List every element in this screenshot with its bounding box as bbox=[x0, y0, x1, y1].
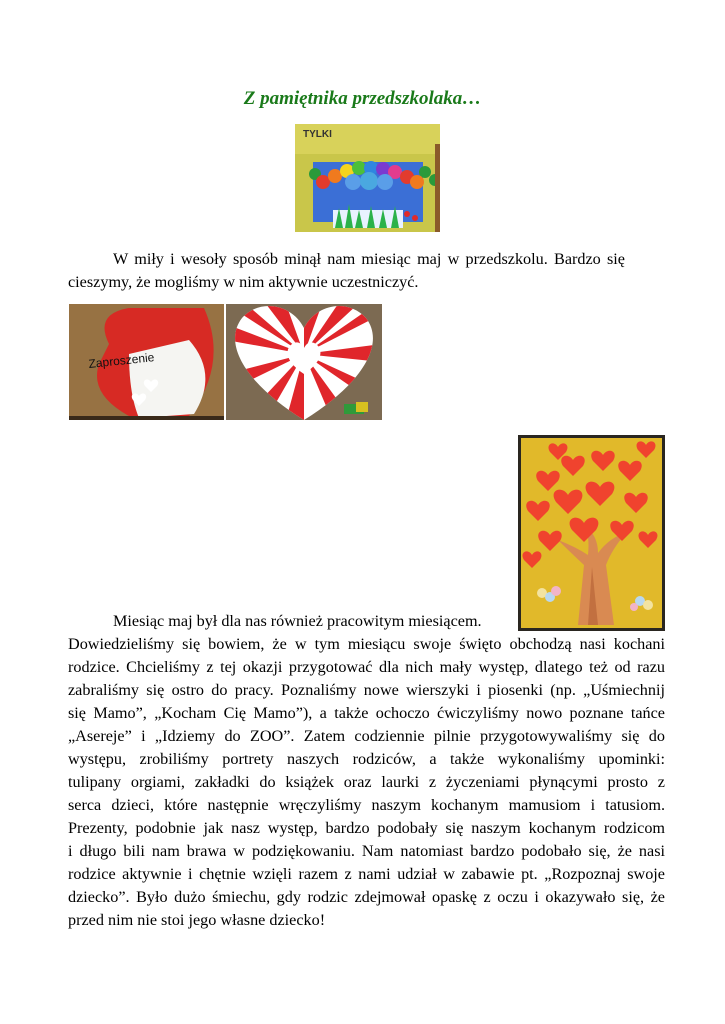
paragraph-2-line-12: rodzice aktywnie i chętnie wzięli razem z nami udział w zabawie pt. „Rozpoznaj swoje bbox=[68, 865, 665, 883]
photo-striped-heart bbox=[226, 304, 382, 420]
paragraph-2-line-3: rodzice. Chcieliśmy z tej okazji przygotować dla nich mały występ, dlatego też od razu bbox=[68, 658, 665, 676]
paragraph-2-line-5: się Mamo”, „Kocham Cię Mamo”), a także ochoczo ćwiczyliśmy nowo poznane tańce bbox=[68, 704, 665, 722]
paragraph-2-line-6: „Asereje” i „Idziemy do ZOO”. Zatem codziennie pilnie przygotowywaliśmy się do bbox=[68, 727, 665, 745]
paragraph-2-line-11: i długo bili nam brawa w podziękowaniu. Nam natomiast bardzo podobało się, że nasi bbox=[68, 842, 665, 860]
paragraph-1-line-2: cieszymy, że mogliśmy w nim aktywnie uczestniczyć. bbox=[68, 273, 419, 291]
paragraph-2-line-9: serca dzieci, które następnie wręczyliśmy naszym kochanym mamusiom i tatusiom. bbox=[68, 796, 665, 814]
paragraph-2-line-4: zabraliśmy się ostro do pracy. Poznaliśmy nowe wierszyki i piosenki (np. „Uśmiechnij bbox=[68, 681, 665, 699]
sign-text: TYLKI bbox=[303, 129, 332, 140]
page-title: Z pamiętnika przedszkolaka… bbox=[243, 88, 482, 109]
photo-heart-tree bbox=[518, 435, 665, 631]
card-text: Zaproszenie bbox=[87, 350, 155, 371]
paragraph-2-line-14: przed nim nie stoi jego własne dziecko! bbox=[68, 911, 326, 929]
paragraph-2-line-2: Dowiedzieliśmy się bowiem, że w tym miesiącu swoje święto obchodzą nasi kochani bbox=[68, 635, 665, 653]
paragraph-2-line-10: Prezenty, podobnie jak nasz występ, bardzo podobały się naszym kochanym rodzicom bbox=[68, 819, 665, 837]
paragraph-2-line-13: dziecko”. Było dużo śmiechu, gdy rodzic zdejmował opaskę z oczu i okazywało się, że bbox=[68, 888, 665, 906]
photo-invitation-card bbox=[69, 304, 224, 420]
paragraph-2-line-7: występu, zrobiliśmy portrety naszych rodziców, a także wykonaliśmy upominki: bbox=[68, 750, 665, 768]
paragraph-1-line-1: W miły i wesoły sposób minął nam miesiąc maj w przedszkolu. Bardzo się bbox=[113, 250, 625, 268]
paragraph-2-line-1: Miesiąc maj był dla nas również pracowitym miesiącem. bbox=[113, 612, 482, 630]
paragraph-2-line-8: tulipany orgiami, zakładki do książek oraz laurki z życzeniami płynącymi prosto z bbox=[68, 773, 665, 791]
photo-rainbow-artwork bbox=[295, 124, 440, 232]
